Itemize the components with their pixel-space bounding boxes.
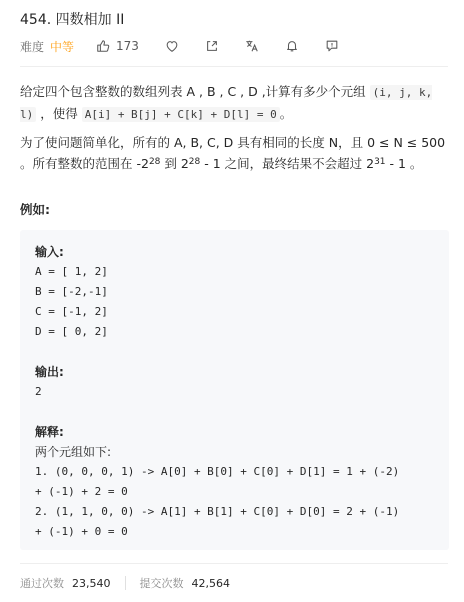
input-line: C = [-1, 2] [35,305,108,318]
heart-icon [165,39,179,53]
notify-button[interactable] [285,39,299,53]
translate-button[interactable] [245,39,259,53]
description-text: - 1 。 [385,156,423,171]
superscript: 28 [148,157,161,167]
submissions-label: 提交次数 [139,577,184,590]
explain-line: 2. (1, 1, 0, 0) -> A[1] + B[1] + C[0] + D[0] = 2 + (-1) [35,505,400,518]
like-button[interactable] [96,39,139,53]
feedback-button[interactable] [325,39,339,53]
example-heading: 例如: [20,202,50,217]
example-block [20,230,449,550]
header-divider [20,66,448,67]
inline-code: A[i] + B[j] + C[k] + D[l] = 0 [82,107,280,122]
description-text: - 1 之间，最终结果不会超过 2 [200,156,375,171]
explain-line: + (-1) + 0 = 0 [35,525,128,538]
input-line: A = [ 1, 2] [35,265,108,278]
input-label: 输入: [35,245,64,259]
description-paragraph-1 [20,81,448,125]
output-value: 2 [35,385,42,398]
explain-line: + (-1) + 2 = 0 [35,485,128,498]
footer-divider [20,563,448,564]
explain-line: 1. (0, 0, 0, 1) -> A[0] + B[0] + C[0] + D[1] = 1 + (-2) [35,465,400,478]
description-text: 到 2 [160,156,189,171]
bell-icon [285,39,299,53]
thumbs-up-icon [96,39,110,53]
translate-icon [245,39,259,53]
description-text: ，使得 [36,106,82,121]
like-count: 173 [116,39,139,53]
description-paragraph-2 [20,132,448,174]
inline-code: (i, j, k, l) [20,86,433,121]
accepted-label: 通过次数 [20,577,64,590]
share-button[interactable] [205,39,219,53]
stats-bar [20,575,230,591]
explain-intro: 两个元组如下: [35,445,112,459]
input-line: B = [-2,-1] [35,285,108,298]
share-icon [205,39,219,53]
problem-title: 454. 四数相加 II [20,12,125,28]
problem-meta-bar [20,37,339,55]
explain-label: 解释: [35,425,64,439]
submissions-value: 42,564 [191,576,230,590]
input-line: D = [ 0, 2] [35,325,108,338]
superscript: 31 [374,157,386,167]
description-text: 为了使问题简单化，所有的 A, B, C, D 具有相同的长度 N，且 0 ≤ N ≤ 500 。所有整数的范围在 -2 [20,135,446,171]
description-text: 。 [279,106,293,121]
favorite-button[interactable] [165,39,179,53]
superscript: 28 [188,157,201,167]
description-text: 给定四个包含整数的数组列表 A , B , C , D ,计算有多少个元组 [20,84,370,99]
output-label: 输出: [35,365,64,379]
difficulty-badge: 中等 [50,39,75,54]
feedback-icon [325,39,339,53]
difficulty-label: 难度 [20,39,45,54]
stats-separator [125,576,126,590]
accepted-value: 23,540 [72,576,111,590]
